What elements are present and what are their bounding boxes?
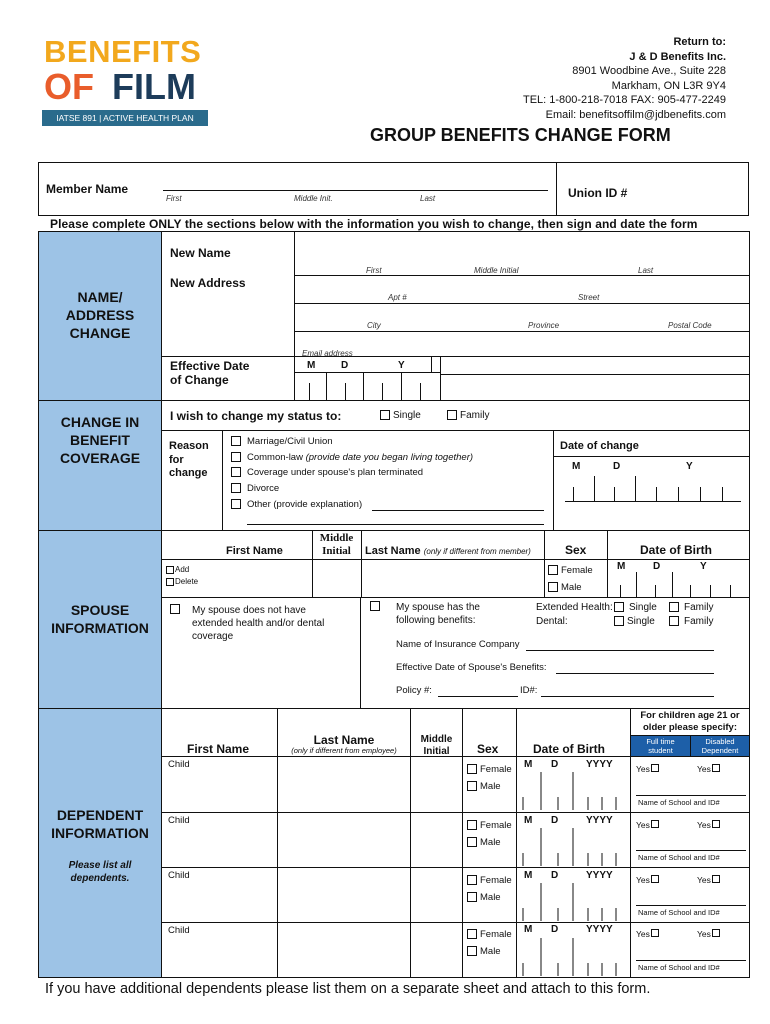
child-dob-m: M (524, 759, 533, 770)
member-name-label: Member Name (46, 182, 129, 196)
policy-label: Policy #: (396, 685, 432, 696)
id-input[interactable] (541, 682, 714, 696)
full-time-yes-label: Yes (636, 929, 650, 939)
date-of-change-label: Date of change (560, 440, 639, 452)
dental-family-label: Family (684, 616, 714, 627)
name-address-side (39, 232, 162, 400)
school-input[interactable] (636, 892, 746, 905)
effective-date-label: Effective Date of Change (170, 359, 250, 387)
spouse-effective-date-label: Effective Date of Spouse's Benefits: (396, 662, 547, 673)
union-id-label: Union ID # (568, 186, 628, 200)
school-input[interactable] (636, 947, 746, 960)
dep-last-name-header: Last Name (313, 733, 375, 747)
reason-commonlaw-label: Common-law (provide date you began living together) (247, 452, 474, 463)
spouse-middle-input[interactable] (314, 561, 359, 595)
new-address-label: New Address (170, 276, 246, 290)
child-dob-input[interactable] (518, 938, 628, 976)
reason-divorce-label: Divorce (247, 483, 280, 494)
child-dob-m: M (524, 815, 533, 826)
child-female-label: Female (480, 764, 512, 775)
id-label: ID#: (520, 685, 538, 696)
spouse-add-checkbox[interactable] (166, 566, 174, 574)
school-label: Name of School and ID# (638, 798, 720, 807)
reason-marriage-checkbox[interactable] (231, 436, 241, 446)
reason-commonlaw-checkbox[interactable] (231, 452, 241, 462)
street-input[interactable] (296, 277, 748, 302)
child-label: Child (168, 815, 190, 826)
full-time-yes-checkbox[interactable] (651, 820, 659, 828)
status-family-checkbox[interactable] (447, 410, 457, 420)
insurance-company-label: Name of Insurance Company (396, 639, 520, 650)
school-input[interactable] (636, 782, 746, 795)
child-male-label: Male (480, 781, 501, 792)
dep-first-name-header: First Name (187, 742, 250, 756)
child-female-label: Female (480, 929, 512, 940)
spouse-first-name-input[interactable] (200, 561, 310, 595)
return-to-company: J & D Benefits Inc. (629, 50, 726, 63)
city-label: City (367, 321, 381, 330)
eff-y-label: Y (398, 360, 405, 371)
benefit-change-side (39, 401, 162, 530)
child-female-checkbox[interactable] (467, 820, 477, 830)
child-middle-input[interactable] (412, 869, 461, 921)
dental-single-label: Single (627, 616, 655, 627)
disabled-yes-checkbox[interactable] (712, 929, 720, 937)
disabled-yes-label: Yes (697, 820, 711, 830)
dep-dob-header: Date of Birth (533, 742, 605, 756)
dental-family-checkbox[interactable] (669, 616, 679, 626)
full-time-yes-label: Yes (636, 820, 650, 830)
child-dob-d: D (551, 815, 559, 826)
spouse-dob-header: Date of Birth (640, 543, 712, 557)
province-label: Province (528, 321, 560, 330)
status-single-label: Single (393, 410, 421, 421)
dental-label: Dental: (536, 616, 568, 627)
child-last-name-input[interactable] (279, 814, 409, 866)
reason-spouse-plan-label: Coverage under spouse's plan terminated (247, 467, 424, 478)
insurance-company-input[interactable] (526, 636, 714, 650)
status-single-checkbox[interactable] (380, 410, 390, 420)
dep-sex-header: Sex (477, 742, 499, 756)
disabled-yes-label: Yes (697, 929, 711, 939)
child-middle-input[interactable] (412, 758, 461, 810)
postal-label: Postal Code (668, 321, 712, 330)
new-name-label: New Name (170, 246, 231, 260)
full-time-header: Full time student (646, 737, 675, 755)
email-input[interactable] (296, 333, 748, 355)
return-to-address1: 8901 Woodbine Ave., Suite 228 (572, 65, 726, 78)
dental-single-checkbox[interactable] (614, 616, 624, 626)
ext-health-single-checkbox[interactable] (614, 602, 624, 612)
reason-other-label: Other (provide explanation) (247, 499, 363, 510)
return-to-email: Email: benefitsoffilm@jdbenefits.com (545, 108, 726, 121)
child-dob-yyyy: YYYY (586, 870, 613, 881)
spouse-title: SPOUSE INFORMATION (51, 602, 149, 636)
dependent-side (39, 709, 162, 977)
ext-health-single-label: Single (629, 602, 657, 613)
spouse-dob-input[interactable] (610, 572, 748, 596)
child-first-name-input[interactable] (164, 881, 276, 921)
return-to-heading: Return to: (673, 36, 726, 48)
child-dob-d: D (551, 870, 559, 881)
eff-d-label: D (341, 360, 349, 371)
school-label: Name of School and ID# (638, 908, 720, 917)
child-first-name-input[interactable] (164, 936, 276, 976)
dependent-side-note: Please list all dependents. (68, 860, 132, 884)
child-dob-input[interactable] (518, 883, 628, 921)
full-time-yes-checkbox[interactable] (651, 929, 659, 937)
full-time-yes-checkbox[interactable] (651, 764, 659, 772)
dep-last-name-note: (only if different from employee) (291, 746, 397, 755)
policy-input[interactable] (438, 682, 518, 696)
full-time-yes-label: Yes (636, 764, 650, 774)
child-dob-d: D (551, 924, 559, 935)
reason-label: Reason for change (169, 440, 209, 479)
disabled-yes-checkbox[interactable] (712, 764, 720, 772)
form-title: GROUP BENEFITS CHANGE FORM (370, 125, 671, 145)
member-first-label: First (166, 194, 182, 203)
child-male-checkbox[interactable] (467, 837, 477, 847)
spouse-female-checkbox[interactable] (548, 565, 558, 575)
new-name-first: First (366, 266, 382, 275)
spouse-no-coverage-checkbox[interactable] (170, 604, 180, 614)
child-female-label: Female (480, 820, 512, 831)
child-dob-input[interactable] (518, 828, 628, 866)
school-label: Name of School and ID# (638, 963, 720, 972)
child-male-checkbox[interactable] (467, 892, 477, 902)
child-first-name-input[interactable] (164, 770, 276, 810)
logo (42, 36, 212, 132)
spouse-male-label: Male (561, 582, 582, 593)
reason-spouse-plan-checkbox[interactable] (231, 467, 241, 477)
doc-m-label: M (572, 461, 581, 472)
spouse-delete-checkbox[interactable] (166, 578, 174, 586)
child-last-name-input[interactable] (279, 924, 409, 976)
reason-other-checkbox[interactable] (231, 499, 241, 509)
eff-m-label: M (307, 360, 316, 371)
spouse-no-coverage-label: My spouse does not have extended health and/or dental coverage (192, 605, 325, 642)
other-explanation-input[interactable] (372, 496, 544, 524)
logo-line2a: OF (44, 66, 94, 107)
child-dob-yyyy: YYYY (586, 924, 613, 935)
reason-divorce-checkbox[interactable] (231, 483, 241, 493)
effective-date-input[interactable] (296, 373, 438, 399)
date-of-change-input[interactable] (565, 474, 743, 502)
spouse-dob-m: M (617, 561, 626, 572)
spouse-last-name-input[interactable] (363, 561, 542, 595)
disabled-yes-label: Yes (697, 764, 711, 774)
child-female-checkbox[interactable] (467, 929, 477, 939)
member-name-input[interactable] (163, 170, 548, 190)
spouse-has-benefits-label: My spouse has the following benefits: (396, 602, 480, 626)
new-name-last: Last (638, 266, 654, 275)
doc-y-label: Y (686, 461, 693, 472)
spouse-last-name-header: Last Name (only if different from member) (365, 545, 531, 557)
instructions: Please complete ONLY the sections below with the information you wish to change, then sign and date the form (50, 217, 698, 231)
spouse-dob-d: D (653, 561, 661, 572)
child-female-label: Female (480, 875, 512, 886)
full-time-yes-label: Yes (636, 875, 650, 885)
union-id-input[interactable] (640, 180, 740, 200)
child-last-name-input[interactable] (279, 758, 409, 810)
return-to-address2: Markham, ON L3R 9Y4 (611, 79, 726, 92)
member-middle-label: Middle Init. (294, 194, 333, 203)
name-address-title: NAME/ ADDRESS CHANGE (65, 289, 135, 341)
footer-note: If you have additional dependents please list them on a separate sheet and attach to this form. (45, 981, 651, 997)
child-label: Child (168, 925, 190, 936)
spouse-add-label: Add (175, 565, 190, 574)
spouse-male-checkbox[interactable] (548, 582, 558, 592)
child-dob-input[interactable] (518, 772, 628, 810)
disabled-yes-checkbox[interactable] (712, 820, 720, 828)
spouse-has-benefits-checkbox[interactable] (370, 601, 380, 611)
child-female-checkbox[interactable] (467, 875, 477, 885)
spouse-female-label: Female (561, 565, 593, 576)
child-label: Child (168, 759, 190, 770)
child-male-checkbox[interactable] (467, 781, 477, 791)
child-male-label: Male (480, 946, 501, 957)
child-middle-input[interactable] (412, 924, 461, 976)
return-to-block (466, 35, 726, 123)
spouse-first-name-header: First Name (226, 545, 283, 557)
child-dob-m: M (524, 870, 533, 881)
ext-health-family-label: Family (684, 602, 714, 613)
extended-health-label: Extended Health: (536, 602, 613, 613)
logo-line1: BENEFITS (44, 34, 202, 69)
school-label: Name of School and ID# (638, 853, 720, 862)
spouse-sex-header: Sex (565, 543, 587, 557)
status-label: I wish to change my status to: (170, 409, 342, 423)
dependent-title: DEPENDENT INFORMATION (51, 807, 149, 841)
logo-line2b: FILM (112, 66, 196, 107)
over21-header: For children age 21 or older please specify: (640, 710, 740, 733)
reason-marriage-label: Marriage/Civil Union (247, 436, 333, 447)
disabled-yes-checkbox[interactable] (712, 875, 720, 883)
apt-label: Apt # (388, 293, 407, 302)
full-time-yes-checkbox[interactable] (651, 875, 659, 883)
doc-d-label: D (613, 461, 621, 472)
ext-health-family-checkbox[interactable] (669, 602, 679, 612)
email-label: Email address (302, 349, 353, 358)
child-last-name-input[interactable] (279, 869, 409, 921)
child-first-name-input[interactable] (164, 826, 276, 866)
spouse-middle-header: Middle Initial (319, 532, 354, 557)
child-female-checkbox[interactable] (467, 764, 477, 774)
member-last-label: Last (420, 194, 436, 203)
status-family-label: Family (460, 410, 490, 421)
child-dob-d: D (551, 759, 559, 770)
disabled-yes-label: Yes (697, 875, 711, 885)
child-male-checkbox[interactable] (467, 946, 477, 956)
dep-middle-header: Middle Initial (420, 734, 453, 757)
return-to-phone: TEL: 1-800-218-7018 FAX: 905-477-2249 (522, 94, 726, 107)
spouse-dob-y: Y (700, 561, 707, 572)
child-male-label: Male (480, 892, 501, 903)
child-middle-input[interactable] (412, 814, 461, 866)
logo-tagline: IATSE 891 | ACTIVE HEALTH PLAN (42, 110, 208, 126)
child-male-label: Male (480, 837, 501, 848)
spouse-delete-label: Delete (175, 577, 199, 586)
spouse-effective-date-input[interactable] (556, 659, 714, 673)
new-name-middle: Middle Initial (474, 266, 519, 275)
child-dob-yyyy: YYYY (586, 815, 613, 826)
school-input[interactable] (636, 837, 746, 850)
benefit-change-title: CHANGE IN BENEFIT COVERAGE (59, 414, 141, 466)
new-name-input[interactable] (296, 240, 748, 274)
child-dob-m: M (524, 924, 533, 935)
child-dob-yyyy: YYYY (586, 759, 613, 770)
street-label: Street (578, 293, 600, 302)
spouse-side (39, 531, 162, 708)
child-label: Child (168, 870, 190, 881)
disabled-header: Disabled Dependent (701, 737, 739, 755)
